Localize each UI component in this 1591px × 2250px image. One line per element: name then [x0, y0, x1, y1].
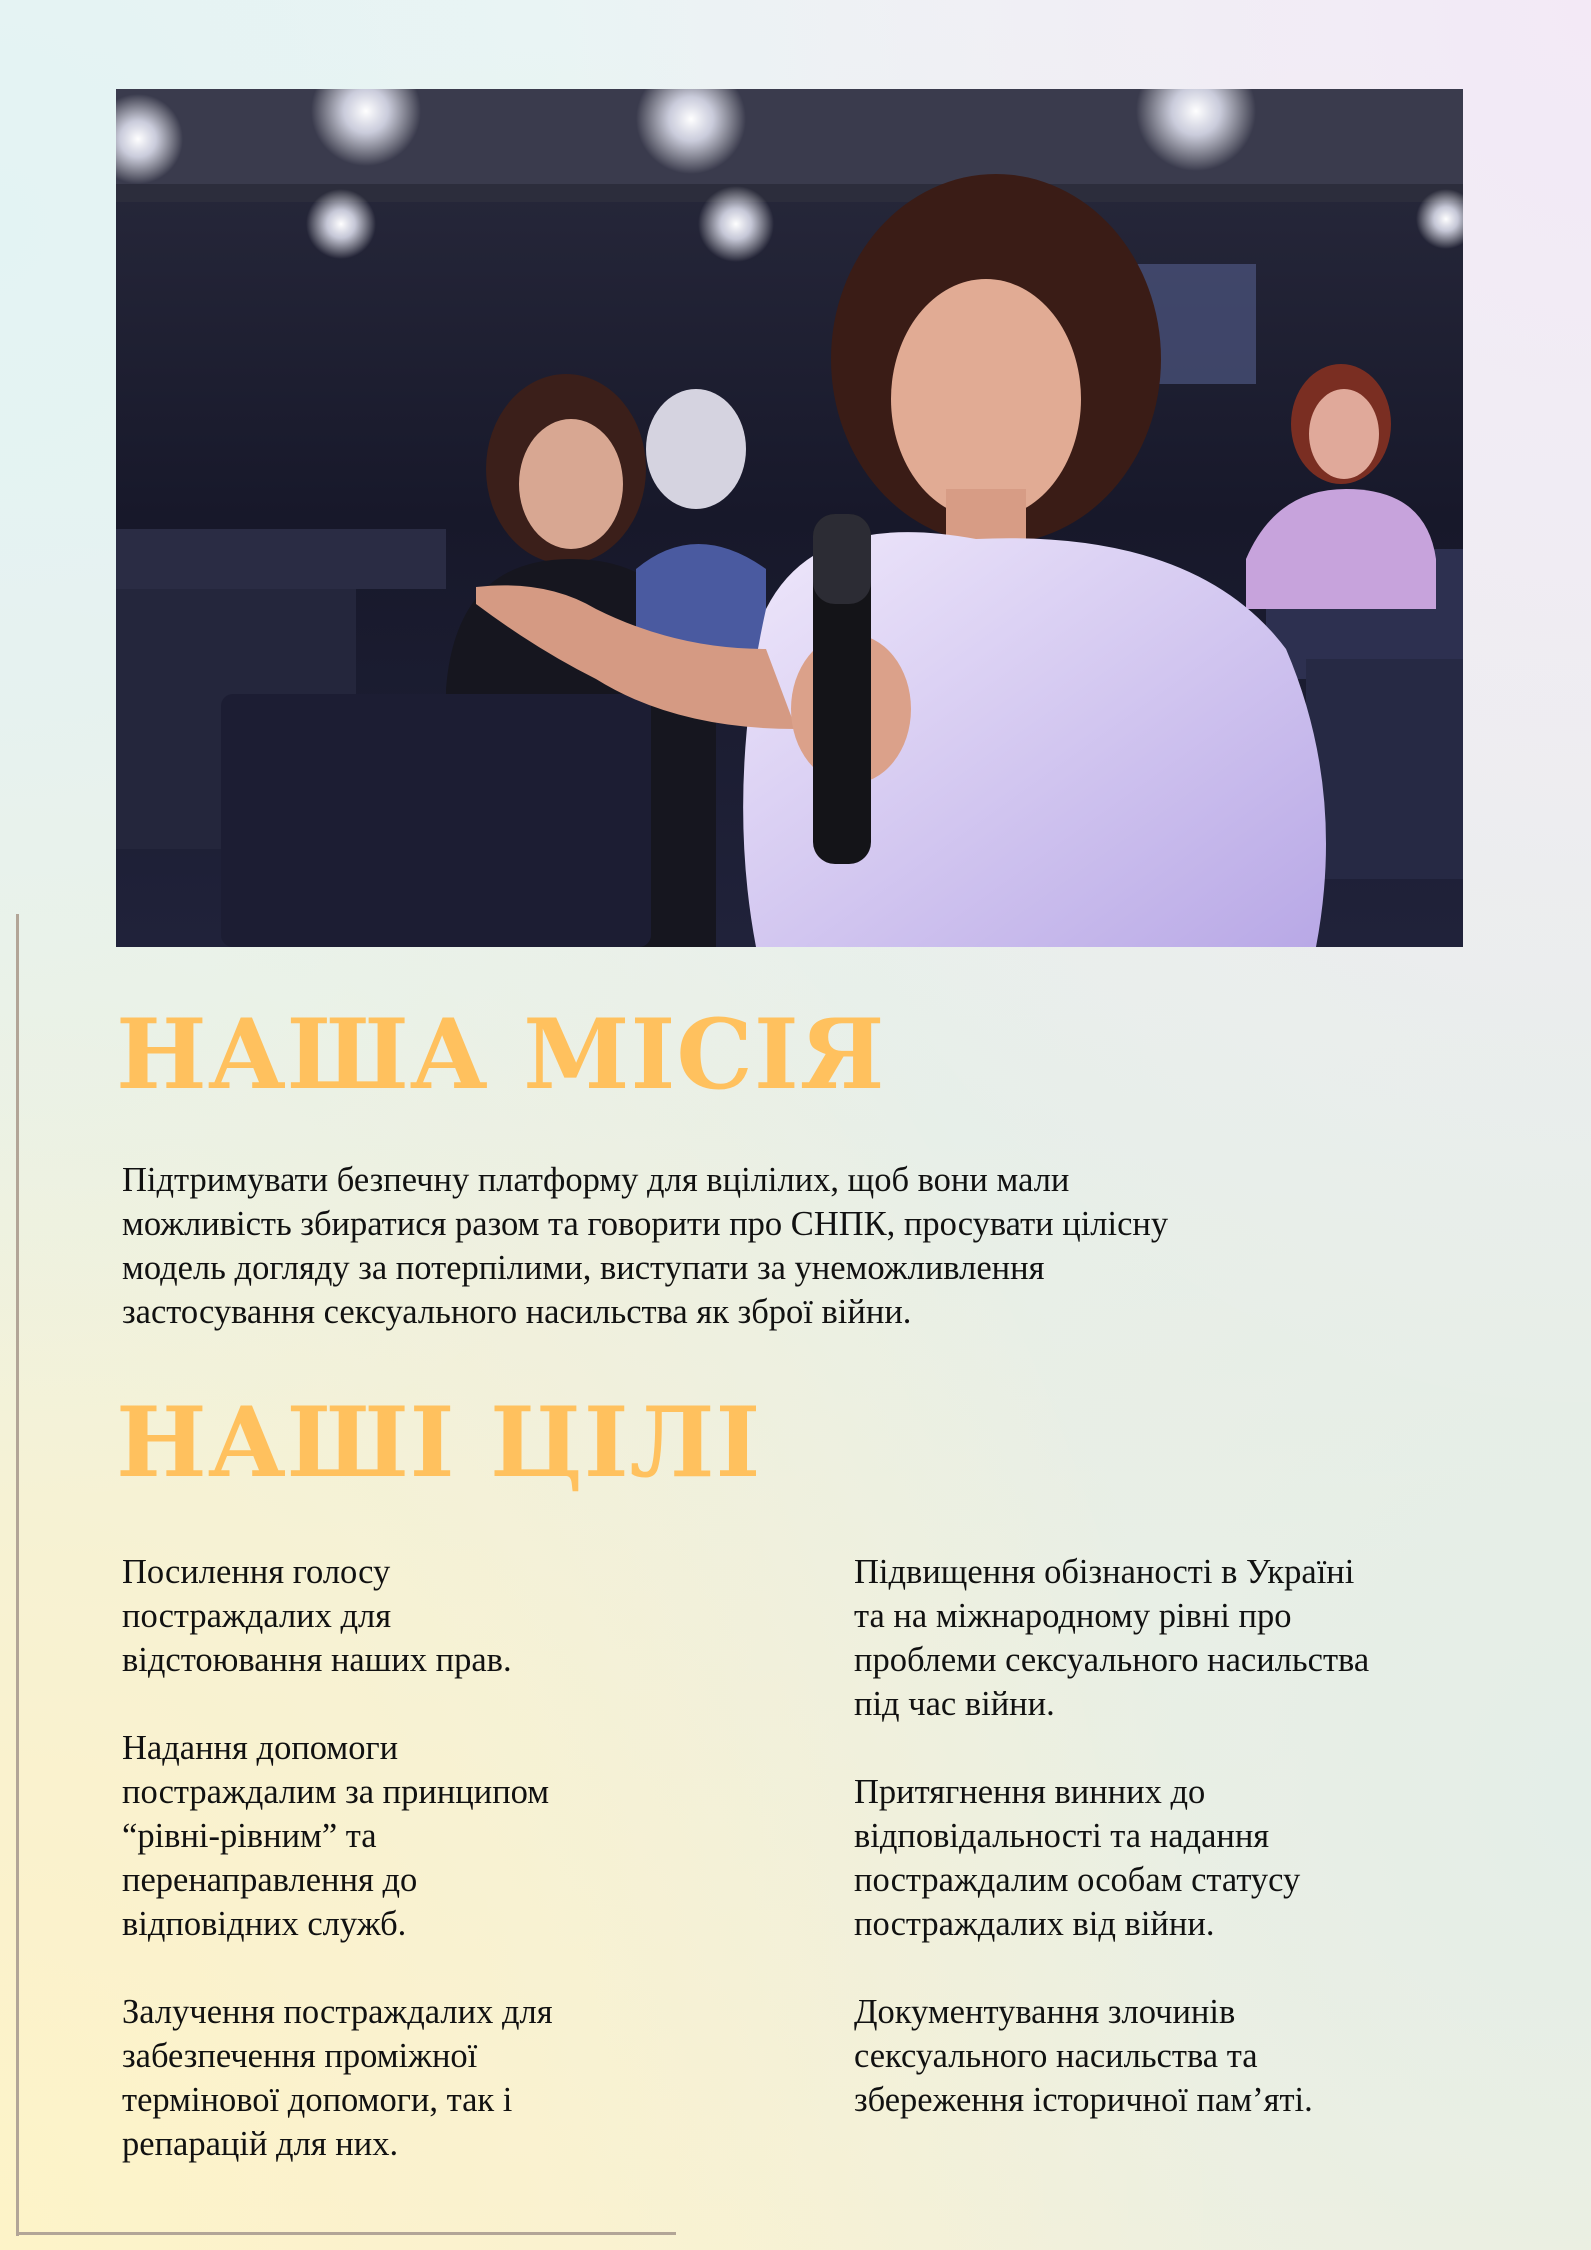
frame-horizontal-line	[16, 2232, 676, 2235]
photo-illustration	[116, 89, 1463, 947]
goals-heading: НАШІ ЦІЛІ	[116, 1386, 762, 1499]
event-photo	[116, 89, 1463, 947]
goal-item: Документування злочинів сексуального насильства та збереження історичної пам’яті.	[854, 1993, 1313, 2119]
goal-item: Надання допомоги постраждалим за принципом “рівні-рівним” та перенаправлення до відповідних служб.	[122, 1729, 550, 1943]
goal-item: Притягнення винних до відповідальності та надання постраждалим особам статусу постраждалих від війни.	[854, 1773, 1301, 1943]
mission-heading: НАША МІСІЯ	[116, 998, 886, 1111]
goal-item: Підвищення обізнаності в Україні та на міжнародному рівні про проблеми сексуального насильства під час війни.	[854, 1553, 1370, 1723]
goal-item: Залучення постраждалих для забезпечення проміжної термінової допомоги, так і репарацій для них.	[122, 1993, 553, 2163]
goal-item: Посилення голосу постраждалих для відстоювання наших прав.	[122, 1553, 512, 1679]
frame-vertical-line	[16, 914, 19, 2236]
mission-text: Підтримувати безпечну платформу для вцілілих, щоб вони мали можливість збиратися разом та говорити про СНПК, просувати цілісну модель догляду за потерпілими, виступати за унеможливлення застосування сексуального насильства як зброї війни.	[122, 1161, 1169, 1331]
